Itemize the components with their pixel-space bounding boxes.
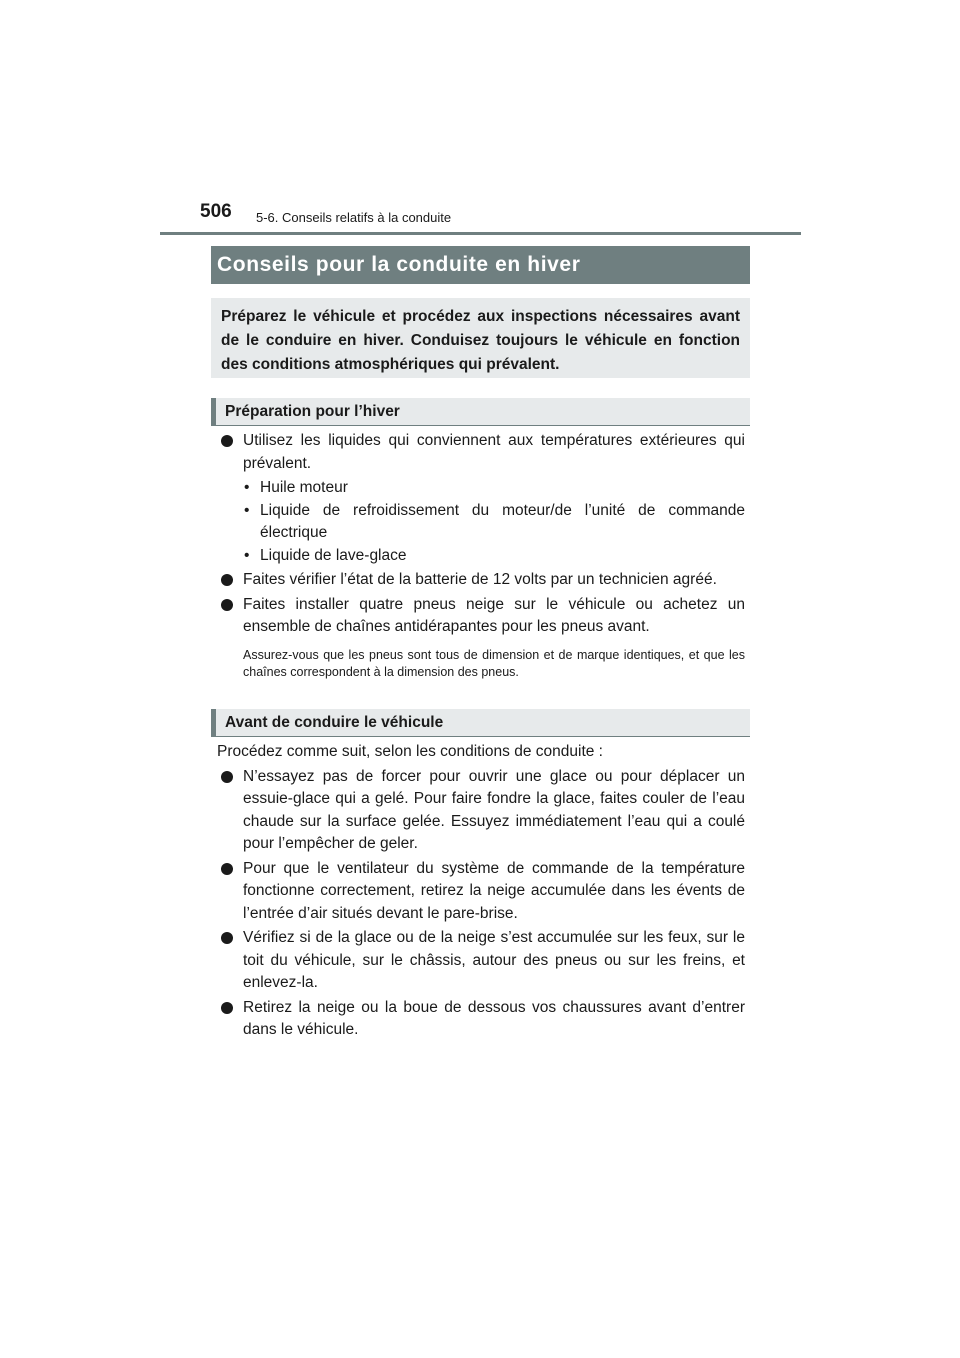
page-number: 506 [200,201,232,222]
note-text: Assurez-vous que les pneus sont tous de dimension et de marque identiques, et que les chaînes correspondent à la dimension des pneus. [243,647,745,679]
section-heading-winter-prep: Préparation pour l’hiver [211,398,750,426]
sub-list-item [217,500,745,545]
list-item-text: Utilisez les liquides qui conviennent aux températures extérieures qui prévalent. [243,432,745,472]
list-item [217,569,745,592]
list-item [217,594,745,639]
list-item-text: Pour que le ventilateur du système de commande de la température fonctionne correctement, retirez la neige accumulée dans les évents de l’entrée d’air situés devant le pare-brise. [243,859,745,922]
sub-bullet-icon: • [244,479,250,496]
bullet-icon [221,574,233,586]
bullet-icon [221,599,233,611]
page-title-banner [211,246,750,284]
before-driving-content [217,741,745,1044]
bullet-icon [221,932,233,944]
list-item-text: N’essayez pas de forcer pour ouvrir une glace ou pour déplacer un essuie-glace qui a gelé. Pour faire fondre la glace, faites couler de l’eau chaude sur la surface gelée. Essuyez immédiatement l’eau qui a coulé pour l’empêcher de geler. [243,767,745,852]
sub-bullet-icon: • [244,546,250,564]
sub-bullet-icon: • [244,501,250,519]
sub-list-item [217,477,745,500]
header-divider [160,232,801,235]
sub-list-item [217,545,745,568]
page-title: Conseils pour la conduite en hiver [217,253,581,276]
section-heading-before-driving: Avant de conduire le véhicule [211,709,750,737]
list-item-text: Faites vérifier l’état de la batterie de 12 volts par un technicien agréé. [243,571,717,588]
bullet-icon [221,435,233,447]
list-item [217,430,745,475]
sub-list-item-text: Liquide de refroidissement du moteur/de l’unité de commande électrique [260,501,745,541]
intro-box: Préparez le véhicule et procédez aux inspections nécessaires avant de le conduire en hiver. Conduisez toujours le véhicule en fonction des conditions atmosphériques qui prévalent. [211,298,750,378]
list-item [217,927,745,995]
sub-list-item-text: Liquide de lave-glace [260,546,407,564]
section-breadcrumb: 5-6. Conseils relatifs à la conduite [256,210,452,225]
list-item-text: Faites installer quatre pneus neige sur le véhicule ou achetez un ensemble de chaînes antidérapantes pour les pneus avant. [243,595,745,635]
bullet-icon [221,771,233,783]
list-item [217,997,745,1042]
bullet-icon [221,863,233,875]
sub-list-item-text: Huile moteur [260,479,348,496]
list-item [217,766,745,856]
bullet-icon [221,1002,233,1014]
list-item-text: Retirez la neige ou la boue de dessous vos chaussures avant d’entrer dans le véhicule. [243,998,745,1038]
winter-prep-content [217,430,745,681]
list-item-text: Vérifiez si de la glace ou de la neige s’est accumulée sur les feux, sur le toit du véhicule, sur le châssis, autour des pneus ou sur les freins, et enlevez-la. [243,929,745,991]
list-item [217,858,745,926]
lead-text: Procédez comme suit, selon les conditions de conduite : [217,743,603,760]
